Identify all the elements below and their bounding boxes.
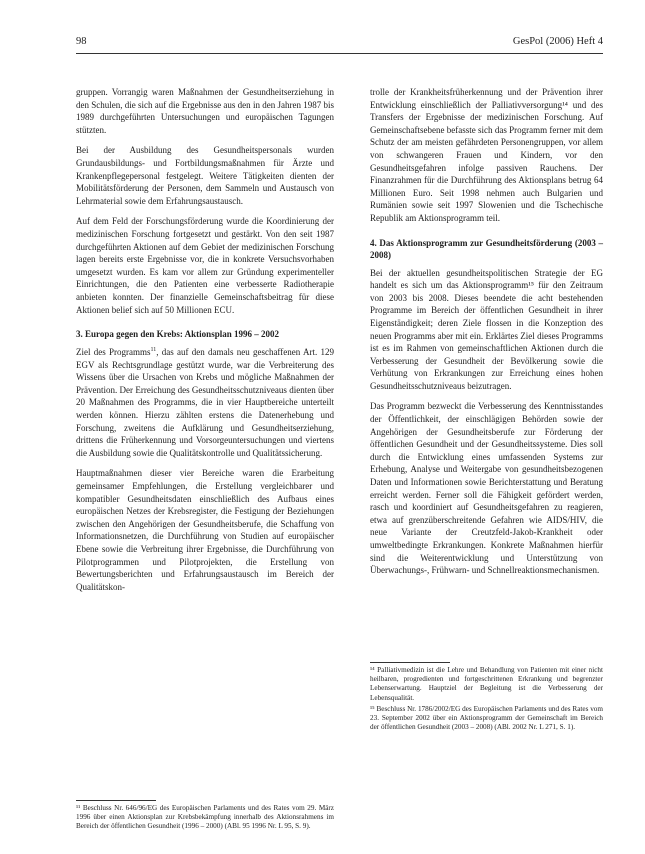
section-heading-4: 4. Das Aktionsprogramm zur Gesundheitsförderung (2003 – 2008) [370, 237, 603, 260]
footnote-14: ¹⁴ Palliativmedizin ist die Lehre und Behandlung von Patienten mit einer nicht heilbaren, progredienten und fortgeschrittenen Erkrankung und begrenzter Lebenserwartung. Hauptziel der Begleitung ist die Verbesserung der Lebensqualität. [370, 666, 603, 702]
right-paragraph-3: Das Programm bezweckt die Verbesserung des Kenntnisstandes der Öffentlichkeit, der einschlägigen Behörden sowie der Angehörigen der Gesundheitsberufe zur Förderung der öffentlichen Gesundheit und der Gesundheitssysteme. Dies soll durch die Entwicklung eines umfassenden Systems zur Erhebung, Analyse und Weitergabe von gesundheitsbezogenen Daten und Informationen sowie Berichterstattung und Beratung erreicht werden. Ferner soll die Fähigkeit gefördert werden, rasch und koordiniert auf Gesundheitsgefahren zu reagieren, etwa auf grenzüberschreitende Gefahren wie AIDS/HIV, die neue Variante der Creutzfeld-Jakob-Krankheit oder umweltbedingte Erkrankungen. Konkrete Maßnahmen hierfür sind die Weiterentwicklung und Unterstützung von Überwachungs-, Frühwarn- und Schnellreaktionsmechanismen. [370, 401, 603, 576]
right-paragraph-2: Bei der aktuellen gesundheitspolitischen Strategie der EG handelt es sich um das Aktionsprogramm¹⁵ für den Zeitraum von 2003 bis 2008. Dieses beendete die acht bestehenden Programme im Bereich der öffentlichen Gesundheit in ihrer Eigenständigkeit; deren Ziele flossen in die Konzeption des neuen Programms aber mit ein. Erklärtes Ziel dieses Programms ist es im Rahmen von gemeinschaftlichen Aktionen durch die Verbesserung der Gesundheit der Bevölkerung sowie die Verhütung von Erkrankungen zur Erreichung eines hohen Gesundheitsschutzniveaus beizutragen. [370, 267, 603, 391]
footnote-divider [370, 662, 450, 663]
left-footnotes [76, 800, 334, 834]
left-paragraph-1: gruppen. Vorrangig waren Maßnahmen der Gesundheitserziehung in den Schulen, die sich auf die Ergebnisse aus den in den Jahren 1987 bis 1989 durchgeführten Untersuchungen und europäischen Tagungen stützten. [76, 87, 334, 135]
footnote-15: ¹⁵ Beschluss Nr. 1786/2002/EG des Europäischen Parlaments und des Rates vom 23. September 2002 über ein Aktionsprogramm der Gemeinschaft im Bereich der öffentlichen Gesundheit (2003 – 2008) (ABl. 2002 Nr. L 271, S. 1). [370, 704, 603, 732]
footnote-divider [76, 800, 156, 801]
section-heading-3: 3. Europa gegen den Krebs: Aktionsplan 1996 – 2002 [76, 329, 279, 340]
footnote-ref-11: 11 [150, 347, 157, 354]
right-paragraph-1: trolle der Krankheitsfrüherkennung und der Prävention ihrer Entwicklung einschließlich der Palliativversorgung¹⁴ und des Transfers der Ergebnisse der medizinischen Forschung. Auf Gemeinschaftsebene befasste sich das Programm ferner mit dem Schutz der am meisten gefährdeten Personengruppen, vor allem von schwangeren Frauen und Kindern, vor den Gesundheitsgefahren infolge passiven Rauchens. Der Finanzrahmen für die Durchführung des Aktionsplans betrug 64 Millionen Euro. Seit 1998 nehmen auch Bulgarien und Rumänien sowie seit 1997 Slowenien und die Tschechische Republik am Aktionsprogramm teil. [370, 87, 603, 223]
left-column [76, 86, 334, 601]
right-footnotes [370, 662, 603, 734]
left-paragraph-4-start: Ziel des Programms [76, 347, 151, 358]
journal-running-head: GesPol (2006) Heft 4 [512, 36, 603, 47]
page-number: 98 [76, 36, 87, 47]
left-paragraph-2: Bei der Ausbildung des Gesundheitspersonals wurden Grundausbildungs- und Fortbildungsmaßnahmen für Ärzte und Krankenpflegepersonal festgelegt. Weitere Tätigkeiten dienten der Mobilitätsförderung der Personen, dem Sammeln und Austausch von Lehrmaterial sowie dem Erfahrungsaustausch. [76, 145, 334, 206]
left-paragraph-5: Hauptmaßnahmen dieser vier Bereiche waren die Erarbeitung gemeinsamer Empfehlungen, die Erstellung vergleichbarer und kompatibler Gesundheitsdaten einschließlich des Aufbaus eines europäischen Netzes der Krebsregister, die Festigung der Beziehungen zwischen den Angehörigen der Gesundheitsberufe, die Schaffung von Informationsnetzen, die Durchführung von Studien auf europäischer Ebene sowie die Verbreitung ihrer Ergebnisse, die Durchführung von Pilotprogrammen und Pilotprojekten, die Erstellung von Bewertungsberichten und Erfahrungsaustausch im Bereich der Qualitätskon- [76, 468, 334, 592]
left-paragraph-4-rest: , das auf den damals neu geschaffenen Art. 129 EGV als Rechtsgrundlage gestützt wurde, war die Verbreiterung des Wissens über die Ursachen von Krebs und mögliche Maßnahmen der Prävention. Der Erreichung des Gesundheitsschutzniveaus dienten über 20 Maßnahmen des Programms, die in vier Hauptbereiche unterteilt werden können. Hierzu zählten erstens die Datenerhebung und Forschung, zweitens die Aufklärung und Gesundheitserziehung, drittens die Früherkennung und Vorsorgeuntersuchungen und viertens die Ausbildung sowie die Qualitätskontrolle und Qualitätssicherung. [76, 347, 334, 458]
right-column [370, 86, 603, 585]
footnote-11: ¹¹ Beschluss Nr. 646/96/EG des Europäischen Parlaments und des Rates vom 29. März 1996 über einen Aktionsplan zur Krebsbekämpfung innerhalb des Aktionsrahmens im Bereich der öffentlichen Gesundheit (1996 – 2000) (ABl. 95 1996 Nr. L 95, S. 9). [76, 804, 334, 831]
left-paragraph-4 [76, 346, 334, 459]
header-divider [76, 53, 603, 54]
left-paragraph-3: Auf dem Feld der Forschungsförderung wurde die Koordinierung der medizinischen Forschung fortgesetzt und gestärkt. Von den seit 1987 durchgeführten Aktionen auf dem Gebiet der medizinischen Forschung lagen bereits erste Ergebnisse vor, die in konkrete Versuchsvorhaben umgesetzt wurden. Es kam vor allem zur Gründung experimenteller Einrichtungen, die den Patienten eine verbesserte Radiotherapie anbieten konnten. Der finanzielle Gemeinschaftsbeitrag für diese Aktionen belief sich auf 50 Millionen ECU. [76, 216, 334, 315]
